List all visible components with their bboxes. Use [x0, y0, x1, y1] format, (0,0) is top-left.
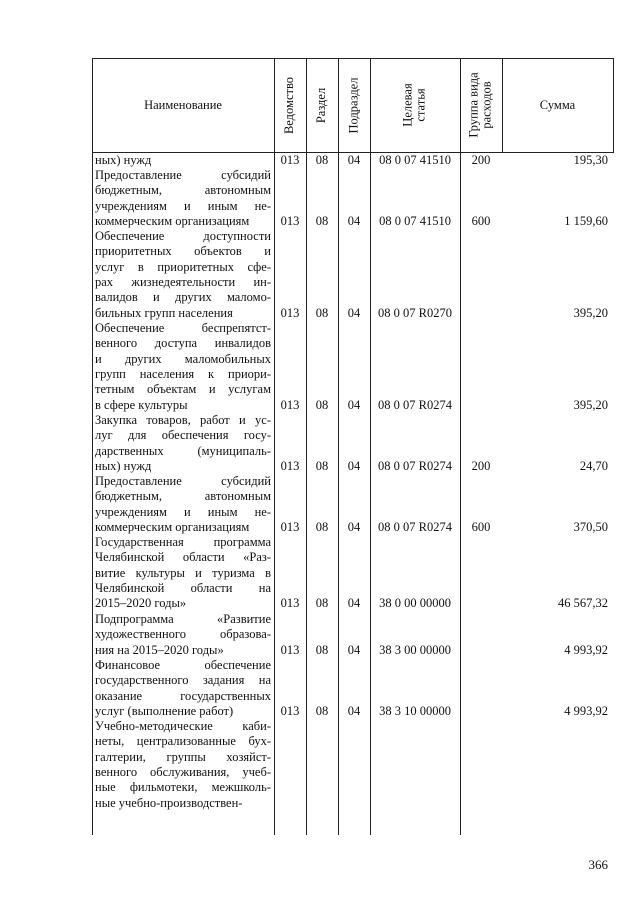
cell-razdel: 08 [315, 642, 329, 657]
cell-razdel: 08 [315, 153, 329, 167]
header-gruppa [460, 58, 502, 152]
row-name-line: валидов и других маломо- [95, 290, 271, 305]
row-name-line: галтерии, группы хозяйст- [95, 749, 271, 764]
cell-vedomstvo: 013 [280, 703, 300, 718]
cell-razdel: 08 [315, 397, 329, 412]
cell-celevaya: 08 0 07 R0274 [378, 458, 452, 473]
cell-celevaya: 08 0 07 R0274 [378, 397, 452, 412]
cell-podrazdel: 04 [347, 153, 361, 167]
header-gruppa-line-2: расходов [480, 81, 495, 129]
cell-vedomstvo: 013 [280, 519, 300, 534]
header-name [92, 58, 274, 152]
row-name-line: услуг в приоритетных сфе- [95, 259, 271, 274]
header-razdel-text: Раздел [314, 87, 329, 123]
row-name-line: бюджетным, автономным [95, 183, 271, 198]
row-name-line: Обеспечение беспрепятст- [95, 321, 271, 335]
cell-vedomstvo: 013 [280, 305, 300, 320]
header-vedomstvo [274, 58, 306, 152]
row-name-line: услуг (выполнение работ) [95, 703, 234, 718]
cell-vedomstvo: 013 [280, 596, 300, 611]
col-divider [460, 58, 461, 835]
row-name-line: неты, централизованные бух- [95, 734, 271, 749]
cell-razdel: 08 [315, 458, 329, 473]
row-name-line: Челябинской области «Раз- [95, 550, 271, 565]
row-name-line: Челябинской области на [95, 580, 271, 595]
row-name-line: дарственных (муниципаль- [95, 443, 271, 458]
cell-podrazdel: 04 [347, 642, 361, 657]
cell-podrazdel: 04 [347, 213, 361, 228]
row-name-line: 2015–2020 годы» [95, 596, 187, 611]
cell-razdel: 08 [315, 305, 329, 320]
row-name-line: художественного образова- [95, 627, 271, 642]
cell-summa: 4 993,92 [564, 703, 608, 718]
cell-gruppa: 200 [471, 153, 491, 167]
header-summa [502, 58, 613, 152]
cell-summa: 1 159,60 [564, 213, 608, 228]
header-vedomstvo-text: Ведомство [282, 76, 297, 134]
row-name-line: коммерческим организациям [95, 213, 250, 228]
row-name-line: коммерческим организациям [95, 519, 250, 534]
row-name-line: групп населения к приори- [95, 366, 271, 381]
cell-summa: 370,50 [573, 519, 608, 534]
page-number: 366 [588, 857, 608, 872]
cell-razdel: 08 [315, 596, 329, 611]
cell-summa: 46 567,32 [558, 596, 608, 611]
row-name-line: в сфере культуры [95, 397, 188, 412]
header-podrazdel [338, 58, 370, 152]
header-summa-text: Сумма [539, 97, 576, 112]
row-name-line: витие культуры и туризма в [95, 565, 271, 580]
cell-summa: 395,20 [573, 397, 608, 412]
cell-podrazdel: 04 [347, 397, 361, 412]
header-celevaya-line-2: статья [414, 88, 428, 122]
cell-podrazdel: 04 [347, 703, 361, 718]
cell-celevaya: 38 3 10 00000 [379, 703, 451, 718]
cell-celevaya: 38 0 00 00000 [379, 596, 451, 611]
row-name-line: учреждениям и иным не- [95, 198, 271, 213]
cell-razdel: 08 [315, 213, 329, 228]
table-border-left [92, 58, 93, 835]
header-name-text: Наименование [144, 97, 222, 112]
header-gruppa-line-1: Группа вида [467, 72, 482, 138]
budget-table [92, 58, 614, 835]
cell-celevaya: 08 0 07 41510 [379, 213, 451, 228]
cell-vedomstvo: 013 [280, 458, 300, 473]
row-name-line: ные учебно-производствен- [95, 795, 243, 810]
cell-celevaya: 08 0 07 R0274 [378, 519, 452, 534]
row-name-line: Финансовое обеспечение [95, 658, 271, 672]
row-name-line: венного доступа инвалидов [95, 336, 271, 351]
row-name-line: государственного задания на [95, 673, 271, 688]
row-name-line: бильных групп населения [95, 305, 233, 320]
row-name-line: и других маломобильных [95, 351, 271, 366]
cell-vedomstvo: 013 [280, 397, 300, 412]
cell-summa: 195,30 [573, 153, 608, 167]
row-name-line: Государственная программа [95, 535, 271, 549]
row-name-line: Учебно-методические каби- [95, 719, 271, 733]
row-name-line: Предоставление субсидий [95, 474, 271, 488]
row-name-line: приоритетных объектов и [95, 244, 271, 259]
row-name-line: ные фильмотеки, межшколь- [95, 780, 271, 795]
cell-celevaya: 38 3 00 00000 [379, 642, 451, 657]
row-name-line: рах жизнедеятельности ин- [95, 274, 271, 289]
cell-summa: 395,20 [573, 305, 608, 320]
header-razdel [306, 58, 338, 152]
row-name-line: луг для обеспечения госу- [95, 428, 271, 443]
row-name-line: Подпрограмма «Развитие [95, 612, 271, 626]
header-celevaya-line-1: Целевая [401, 83, 415, 127]
header-podrazdel-text: Подраздел [346, 77, 361, 133]
row-name-line: венного обслуживания, учеб- [95, 764, 271, 779]
cell-gruppa: 200 [471, 458, 491, 473]
row-name-line: тетным объектам и услугам [95, 382, 271, 397]
row-name-line: Обеспечение доступности [95, 229, 271, 243]
cell-vedomstvo: 013 [280, 153, 300, 167]
row-name-line: бюджетным, автономным [95, 489, 271, 504]
row-name-line: ных) нужд [95, 458, 152, 473]
cell-podrazdel: 04 [347, 596, 361, 611]
row-name-line: Предоставление субсидий [95, 168, 271, 182]
row-name-line: Закупка товаров, работ и ус- [95, 413, 271, 427]
row-name-line: учреждениям и иным не- [95, 504, 271, 519]
row-name-line: оказание государственных [95, 688, 271, 703]
header-celevaya [370, 58, 460, 152]
cell-podrazdel: 04 [347, 519, 361, 534]
row-name-line: ных) нужд [95, 153, 152, 167]
cell-summa: 24,70 [579, 458, 608, 473]
cell-razdel: 08 [315, 703, 329, 718]
cell-summa: 4 993,92 [564, 642, 608, 657]
cell-gruppa: 600 [471, 213, 491, 228]
row-name-line: ния на 2015–2020 годы» [95, 642, 224, 657]
cell-vedomstvo: 013 [280, 213, 300, 228]
cell-podrazdel: 04 [347, 305, 361, 320]
cell-podrazdel: 04 [347, 458, 361, 473]
table-border-right [613, 58, 614, 152]
cell-celevaya: 08 0 07 R0270 [378, 305, 452, 320]
cell-vedomstvo: 013 [280, 642, 300, 657]
header-celevaya-text [402, 83, 428, 126]
cell-razdel: 08 [315, 519, 329, 534]
cell-gruppa: 600 [471, 519, 491, 534]
header-gruppa-text [468, 72, 494, 137]
cell-celevaya: 08 0 07 41510 [379, 153, 451, 167]
